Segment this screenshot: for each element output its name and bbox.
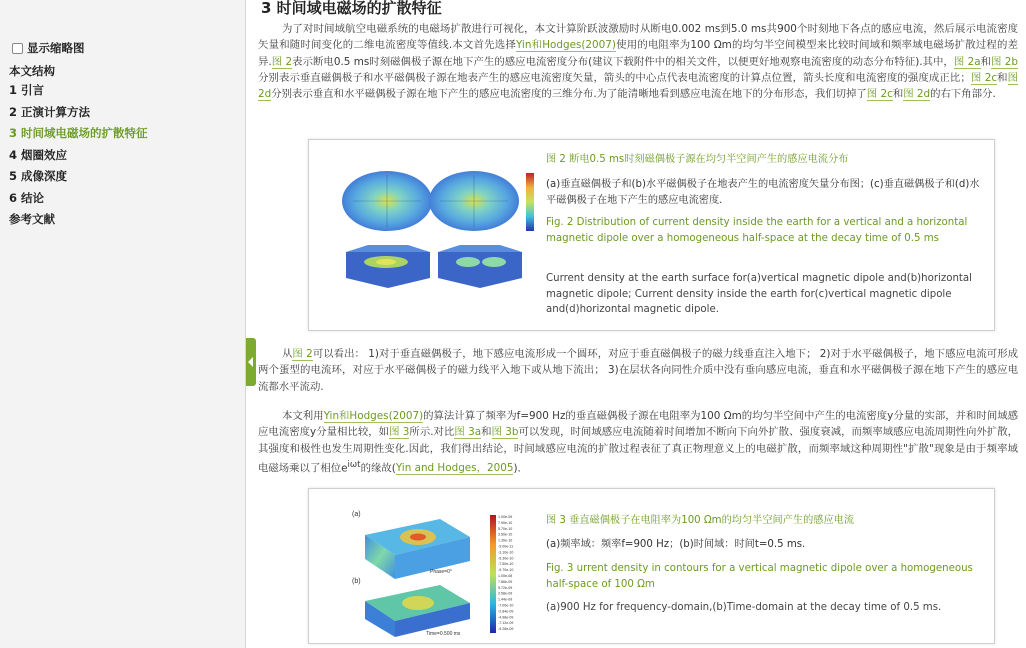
section-heading: 3 时间域电磁场的扩散特征 (261, 0, 442, 17)
text: 为了对时间域航空电磁系统的电磁场扩散进行可视化，本文计算阶跃波激励时从断电0.002 ms到5.0 ms共900个时刻地下各点的感应电流，然后展示电流密度矢量和随时间变化的二维电流密度等值线.本文首先选择 (258, 23, 1018, 52)
figure-3-cn-desc: (a)频率域：频率f=900 Hz；(b)时间域：时间t=0.5 ms. (546, 539, 806, 550)
fig-link[interactable]: 图 2 (292, 348, 313, 360)
figure-3 (308, 488, 995, 644)
text: 从 (282, 348, 293, 360)
paragraph-2 (258, 346, 1018, 395)
paragraph-1 (258, 21, 1018, 102)
current-density-map-icon (338, 170, 537, 318)
toc-item-conclusion[interactable]: 6 结论 (9, 190, 45, 205)
paragraph-3 (258, 408, 1018, 477)
toc-title: 本文结构 (9, 64, 55, 78)
colorbar-tick-label: -4.98e-09 (498, 615, 514, 620)
text: 和 (481, 426, 492, 439)
ref-link[interactable]: Yin和Hodges(2007) (515, 39, 616, 52)
colorbar-tick-label: 7.90e-10 (498, 520, 513, 525)
colorbar-tick-label: -7.00e-10 (498, 603, 514, 608)
text: 和 (997, 71, 1008, 84)
colorbar-tick-label: 7.86e-09 (498, 579, 513, 584)
colorbar-tick-label: 1.44e-09 (498, 597, 513, 602)
toc-item-diffusion[interactable]: 3 时间域电磁场的扩散特征 (9, 126, 148, 140)
figure-3-cn-title: 图 3 垂直磁偶极子在电阻率为100 Ωm的均匀半空间产生的感应电流 (546, 515, 855, 526)
colorbar-tick-label: 5.72e-09 (498, 585, 513, 590)
colorbar-tick-label: 1.30e-10 (498, 538, 513, 543)
figure-2-cn-title: 图 2 断电0.5 ms时刻磁偶极子源在均匀半空间产生的感应电流分布 (546, 154, 849, 165)
text: 分别表示垂直磁偶极子和水平磁偶极子源在地表产生的感应电流密度矢量，箭头的中心点代表电流密度的计算点位置，箭头长度和电流密度的强度成正比； (258, 71, 971, 84)
phase-label: Phase=0° (430, 569, 452, 575)
colorbar-tick-label: -7.50e-10 (498, 562, 514, 567)
text: 可以看出： 1)对于垂直磁偶极子，地下感应电流形成一个圆环，对应于垂直磁偶极子的磁力线垂直注入地下； 2)对于水平磁偶极子，地下感应电流可形成两个蛋型的电流环，对应于水平磁偶极子的磁力线平入地下或从地下流出； 3)在层状各向同性介质中没有垂向感应电流，垂直和水平磁偶极子源在地下产生的感应电流都水平流动. (258, 348, 1019, 393)
fig-link[interactable]: 图 3b (491, 426, 519, 439)
fig-link[interactable]: 图 2 (271, 55, 293, 68)
figure-2 (308, 139, 995, 331)
colorbar-tick-label: 1.00e-08 (498, 574, 513, 578)
figure-3-image[interactable] (330, 497, 531, 639)
toc-item-references[interactable]: 参考文献 (9, 212, 55, 226)
figure-3-en-desc: (a)900 Hz for frequency-domain,(b)Time-domain at the decay time of 0.5 ms. (546, 602, 942, 613)
panel-a-label: (a) (352, 511, 361, 518)
figure-2-en-desc: Current density at the earth surface for(a)vertical magnetic dipole and(b)horizontal magnetic dipole; Current density inside the earth for(c)vertical magnetic dipole and(d)horizontal magnetic dipole. (546, 273, 972, 315)
colorbar-tick-label: -9.26e-09 (498, 627, 514, 632)
toc-item-forward-method[interactable]: 2 正演计算方法 (9, 104, 91, 119)
fig-link[interactable]: 图 3a (454, 426, 482, 439)
text: 表示断电0.5 ms时刻磁偶极子源在地下产生的感应电流密度分布(建议下载附件中的相关文件，以便更好地观察电流密度的动态分布特征).其中， (292, 55, 954, 68)
fig-link[interactable]: 图 2d (903, 88, 931, 101)
toc-item-imaging-depth[interactable]: 5 成像深度 (9, 169, 68, 183)
figure-3-en-title: Fig. 3 urrent density in contours for a vertical magnetic dipole over a homogeneous half-space of 100 Ωm (546, 563, 973, 590)
colorbar-tick-label: -3.10e-10 (498, 550, 514, 555)
fig-link[interactable]: 图 2c (970, 71, 998, 84)
colorbar-tick-label: -9.00e-11 (498, 544, 514, 549)
text: ). (513, 462, 521, 475)
contour-plot-icon (330, 497, 531, 639)
panel-b-label: (b) (352, 578, 361, 585)
article-main (258, 0, 1020, 648)
text: 所示.对比 (409, 426, 455, 439)
fig-link[interactable]: 图 2d (258, 71, 1018, 101)
text: 和 (892, 88, 904, 101)
colorbar-tick-label: -9.70e-10 (498, 568, 514, 573)
colorbar-tick-label: -2.84e-09 (498, 609, 514, 614)
text: 和 (980, 55, 992, 68)
figure-2-image[interactable] (338, 170, 537, 318)
checkbox-box[interactable] (12, 43, 23, 54)
colorbar-tick-label: 3.58e-09 (498, 591, 513, 596)
sidebar (0, 0, 246, 648)
toc-item-intro[interactable]: 1 引言 (9, 83, 45, 97)
fig-link[interactable]: 图 2b (991, 55, 1019, 68)
toc-item-smoke-ring[interactable]: 4 烟圈效应 (9, 147, 68, 162)
colorbar-tick-label: 5.70e-10 (498, 526, 513, 531)
text: 的右下角部分. (930, 88, 996, 101)
figure-2-en-title: Fig. 2 Distribution of current density inside the earth for a vertical and a horizontal magnetic dipole over a homogeneous half-space at the decay time of 0.5 ms (546, 217, 968, 244)
superscript: iωt (347, 459, 361, 470)
text: 本文利用 (282, 410, 324, 422)
time-label: Time=0.500 ms (426, 631, 461, 637)
show-thumbnails-label: 显示缩略图 (27, 41, 85, 55)
ref-link[interactable]: Yin and Hodges，2005 (395, 462, 514, 475)
figure-2-cn-desc: (a)垂直磁偶极子和(b)水平磁偶极子在地表产生的电流密度矢量分布图；(c)垂直磁偶极子和(d)水平磁偶极子在地下产生的感应电流密度. (546, 179, 980, 206)
show-thumbnails-checkbox[interactable] (12, 40, 85, 56)
colorbar-tick-label: -7.12e-09 (498, 621, 514, 626)
text: 使用的电阻率为100 Ωm的均匀半空间模型来比较时间域和频率域电磁场扩散过程的差异. (258, 39, 1018, 68)
collapse-sidebar-handle[interactable] (246, 338, 256, 386)
colorbar-tick-label: 3.50e-10 (498, 532, 513, 537)
text: 的缘故( (360, 462, 396, 475)
toc-list (9, 84, 148, 235)
ref-link[interactable]: Yin和Hodges(2007) (323, 410, 424, 422)
fig-link[interactable]: 图 2c (866, 88, 893, 101)
text: 分别表示垂直和水平磁偶极子源在地下产生的感应电流密度的三维分布.为了能清晰地看到感应电流在地下的分布形态，我们切掉了 (271, 88, 867, 101)
colorbar-tick-label: -5.30e-10 (498, 556, 514, 561)
text: 的算法计算了频率为f=900 Hz的垂直磁偶极子源在电阻率为100 Ωm的均匀半空间中产生的电流密度y分量的实部，并和时间域感应电流密度y分量相比较，如 (258, 410, 1019, 439)
text: 可以发现，时间域感应电流随着时间增加不断向下向外扩散、强度衰减，而频率域感应电流周期性向外扩散，其强度和极性也发生周期性变化.因此，我们得出结论，时间域感应电流的扩散过程表征了真正物理意义上的电磁扩散，而频率域这种周期性"扩散"现象是由于频率域电磁场乘以了相位e (258, 426, 1019, 475)
fig-link[interactable]: 图 2a (953, 55, 981, 68)
fig-link[interactable]: 图 3 (389, 426, 410, 439)
colorbar-tick-label: 1.00e-09 (498, 515, 513, 519)
